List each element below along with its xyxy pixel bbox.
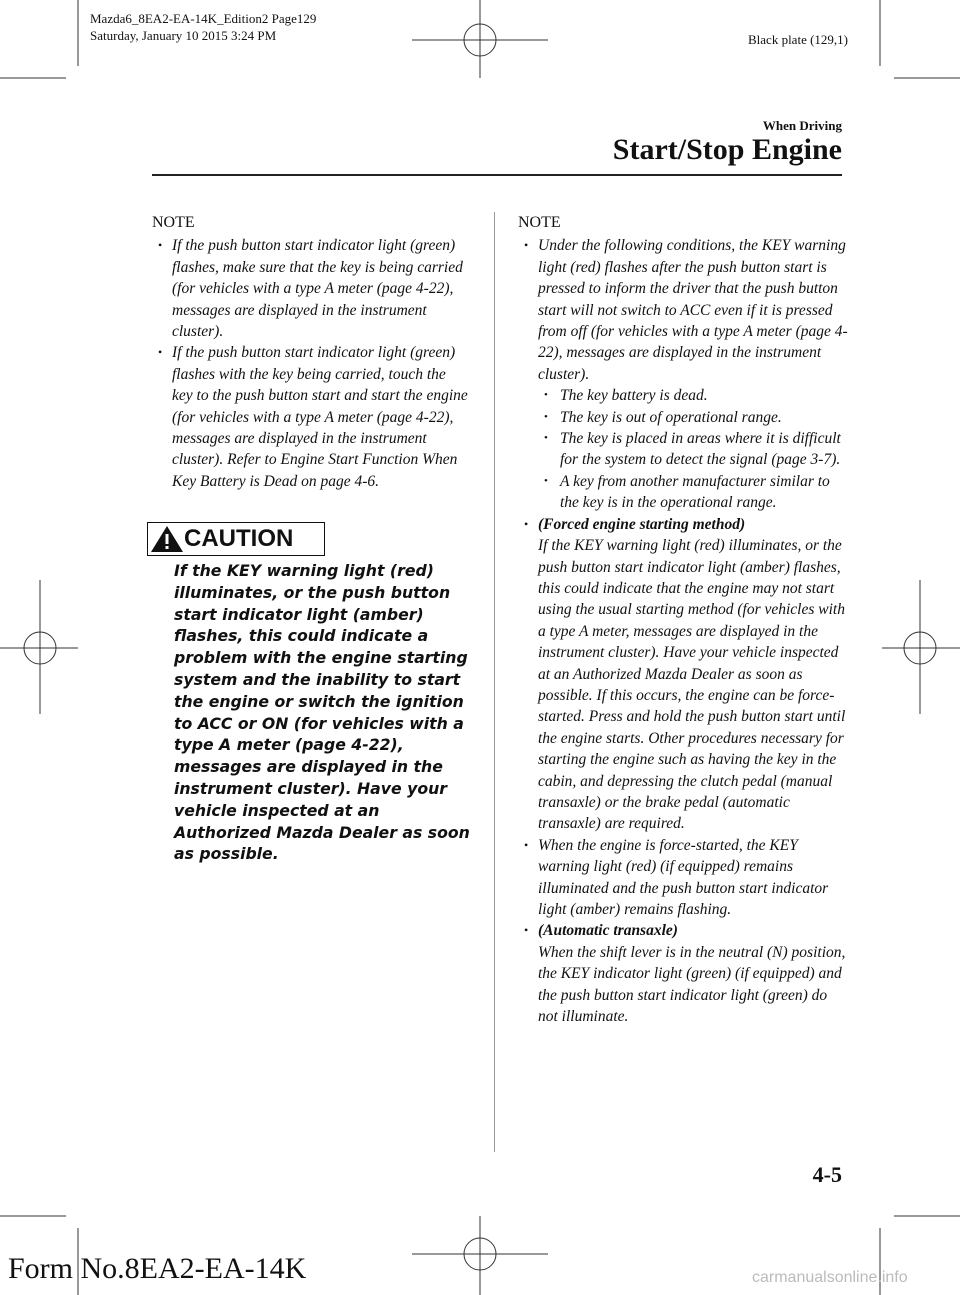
note-bullet: • Under the following conditions, the KEY warning light (red) flashes after the push button start is pressed to inform the driver that the push button start will not switch to ACC even if it is pressed from off (for vehicles with a type A meter (page 4-22), messages are displayed in the instrument cluster). xyxy=(518,235,848,385)
sub-bullet: • The key is placed in areas where it is difficult for the system to detect the signal (page 3-7). xyxy=(518,428,848,471)
warning-triangle-icon xyxy=(150,525,184,553)
sub-bullet: • The key battery is dead. xyxy=(518,385,848,406)
left-column xyxy=(152,212,468,492)
note-bullet: • If the push button start indicator light (green) flashes with the key being carried, touch the key to the push button start and start the engine (for vehicles with a type A meter (page 4-22), messages are displayed in the instrument cluster). Refer to Engine Start Function When Key Battery is Dead on page 4-6. xyxy=(152,342,468,492)
caution-label: CAUTION xyxy=(184,525,294,552)
bullet-text: If the KEY warning light (red) illuminates, or the push button start indicator light (amber) flashes, this could indicate that the engine may not start using the usual starting method (for vehicles with a type A meter, messages are displayed in the instrument cluster). Have your vehicle inspected at an Authorized Mazda Dealer as soon as possible. If this occurs, the engine can be force-started. Press and hold the push button start until the engine starts. Other procedures necessary for starting the engine such as having the key in the cabin, and depressing the clutch pedal (manual transaxle) or the brake pedal (automatic transaxle) are required. xyxy=(538,537,846,833)
note-bullet xyxy=(518,920,848,1027)
column-divider xyxy=(494,212,495,1152)
note-bullet: • When the engine is force-started, the KEY warning light (red) (if equipped) remains illuminated and the push button start indicator light (amber) remains flashing. xyxy=(518,835,848,921)
print-date: Saturday, January 10 2015 3:24 PM xyxy=(90,28,277,43)
bullet-text: When the shift lever is in the neutral (N) position, the KEY indicator light (green) (if equipped) and the push button start indicator light (green) do not illuminate. xyxy=(538,943,846,1026)
form-number: Form No.8EA2-EA-14K xyxy=(8,1252,307,1285)
bullet-heading: • (Automatic transaxle) xyxy=(538,922,678,940)
right-column xyxy=(518,212,848,1027)
page-title: Start/Stop Engine xyxy=(612,133,842,166)
page-number: 4-5 xyxy=(812,1162,842,1187)
watermark: carmanualsonline.info xyxy=(752,1269,908,1286)
black-plate-label: Black plate (129,1) xyxy=(748,32,848,47)
note-bullet: • If the push button start indicator light (green) flashes, make sure that the key is being carried (for vehicles with a type A meter (page 4-22), messages are displayed in the instrument cluster). xyxy=(152,235,468,342)
section-label: When Driving xyxy=(762,118,842,133)
print-header xyxy=(90,10,316,44)
note-bullet xyxy=(518,514,848,835)
file-name: Mazda6_8EA2-EA-14K_Edition2 Page129 xyxy=(90,11,317,26)
note-heading: NOTE xyxy=(518,214,561,231)
note-heading: NOTE xyxy=(152,214,195,231)
title-rule xyxy=(152,174,842,176)
sub-bullet: • A key from another manufacturer similar to the key is in the operational range. xyxy=(518,471,848,514)
sub-bullet: • The key is out of operational range. xyxy=(518,407,848,428)
bullet-heading: • (Forced engine starting method) xyxy=(538,515,746,533)
caution-text: If the KEY warning light (red) illuminates, or the push button start indicator light (amber) flashes, this could indicate a problem with the engine starting system and the inability to start the engine or switch the ignition to ACC or ON (for vehicles with a type A meter (page 4-22), messages are displayed in the instrument cluster). Have your vehicle inspected at an Authorized Mazda Dealer as soon as possible. xyxy=(174,561,470,864)
